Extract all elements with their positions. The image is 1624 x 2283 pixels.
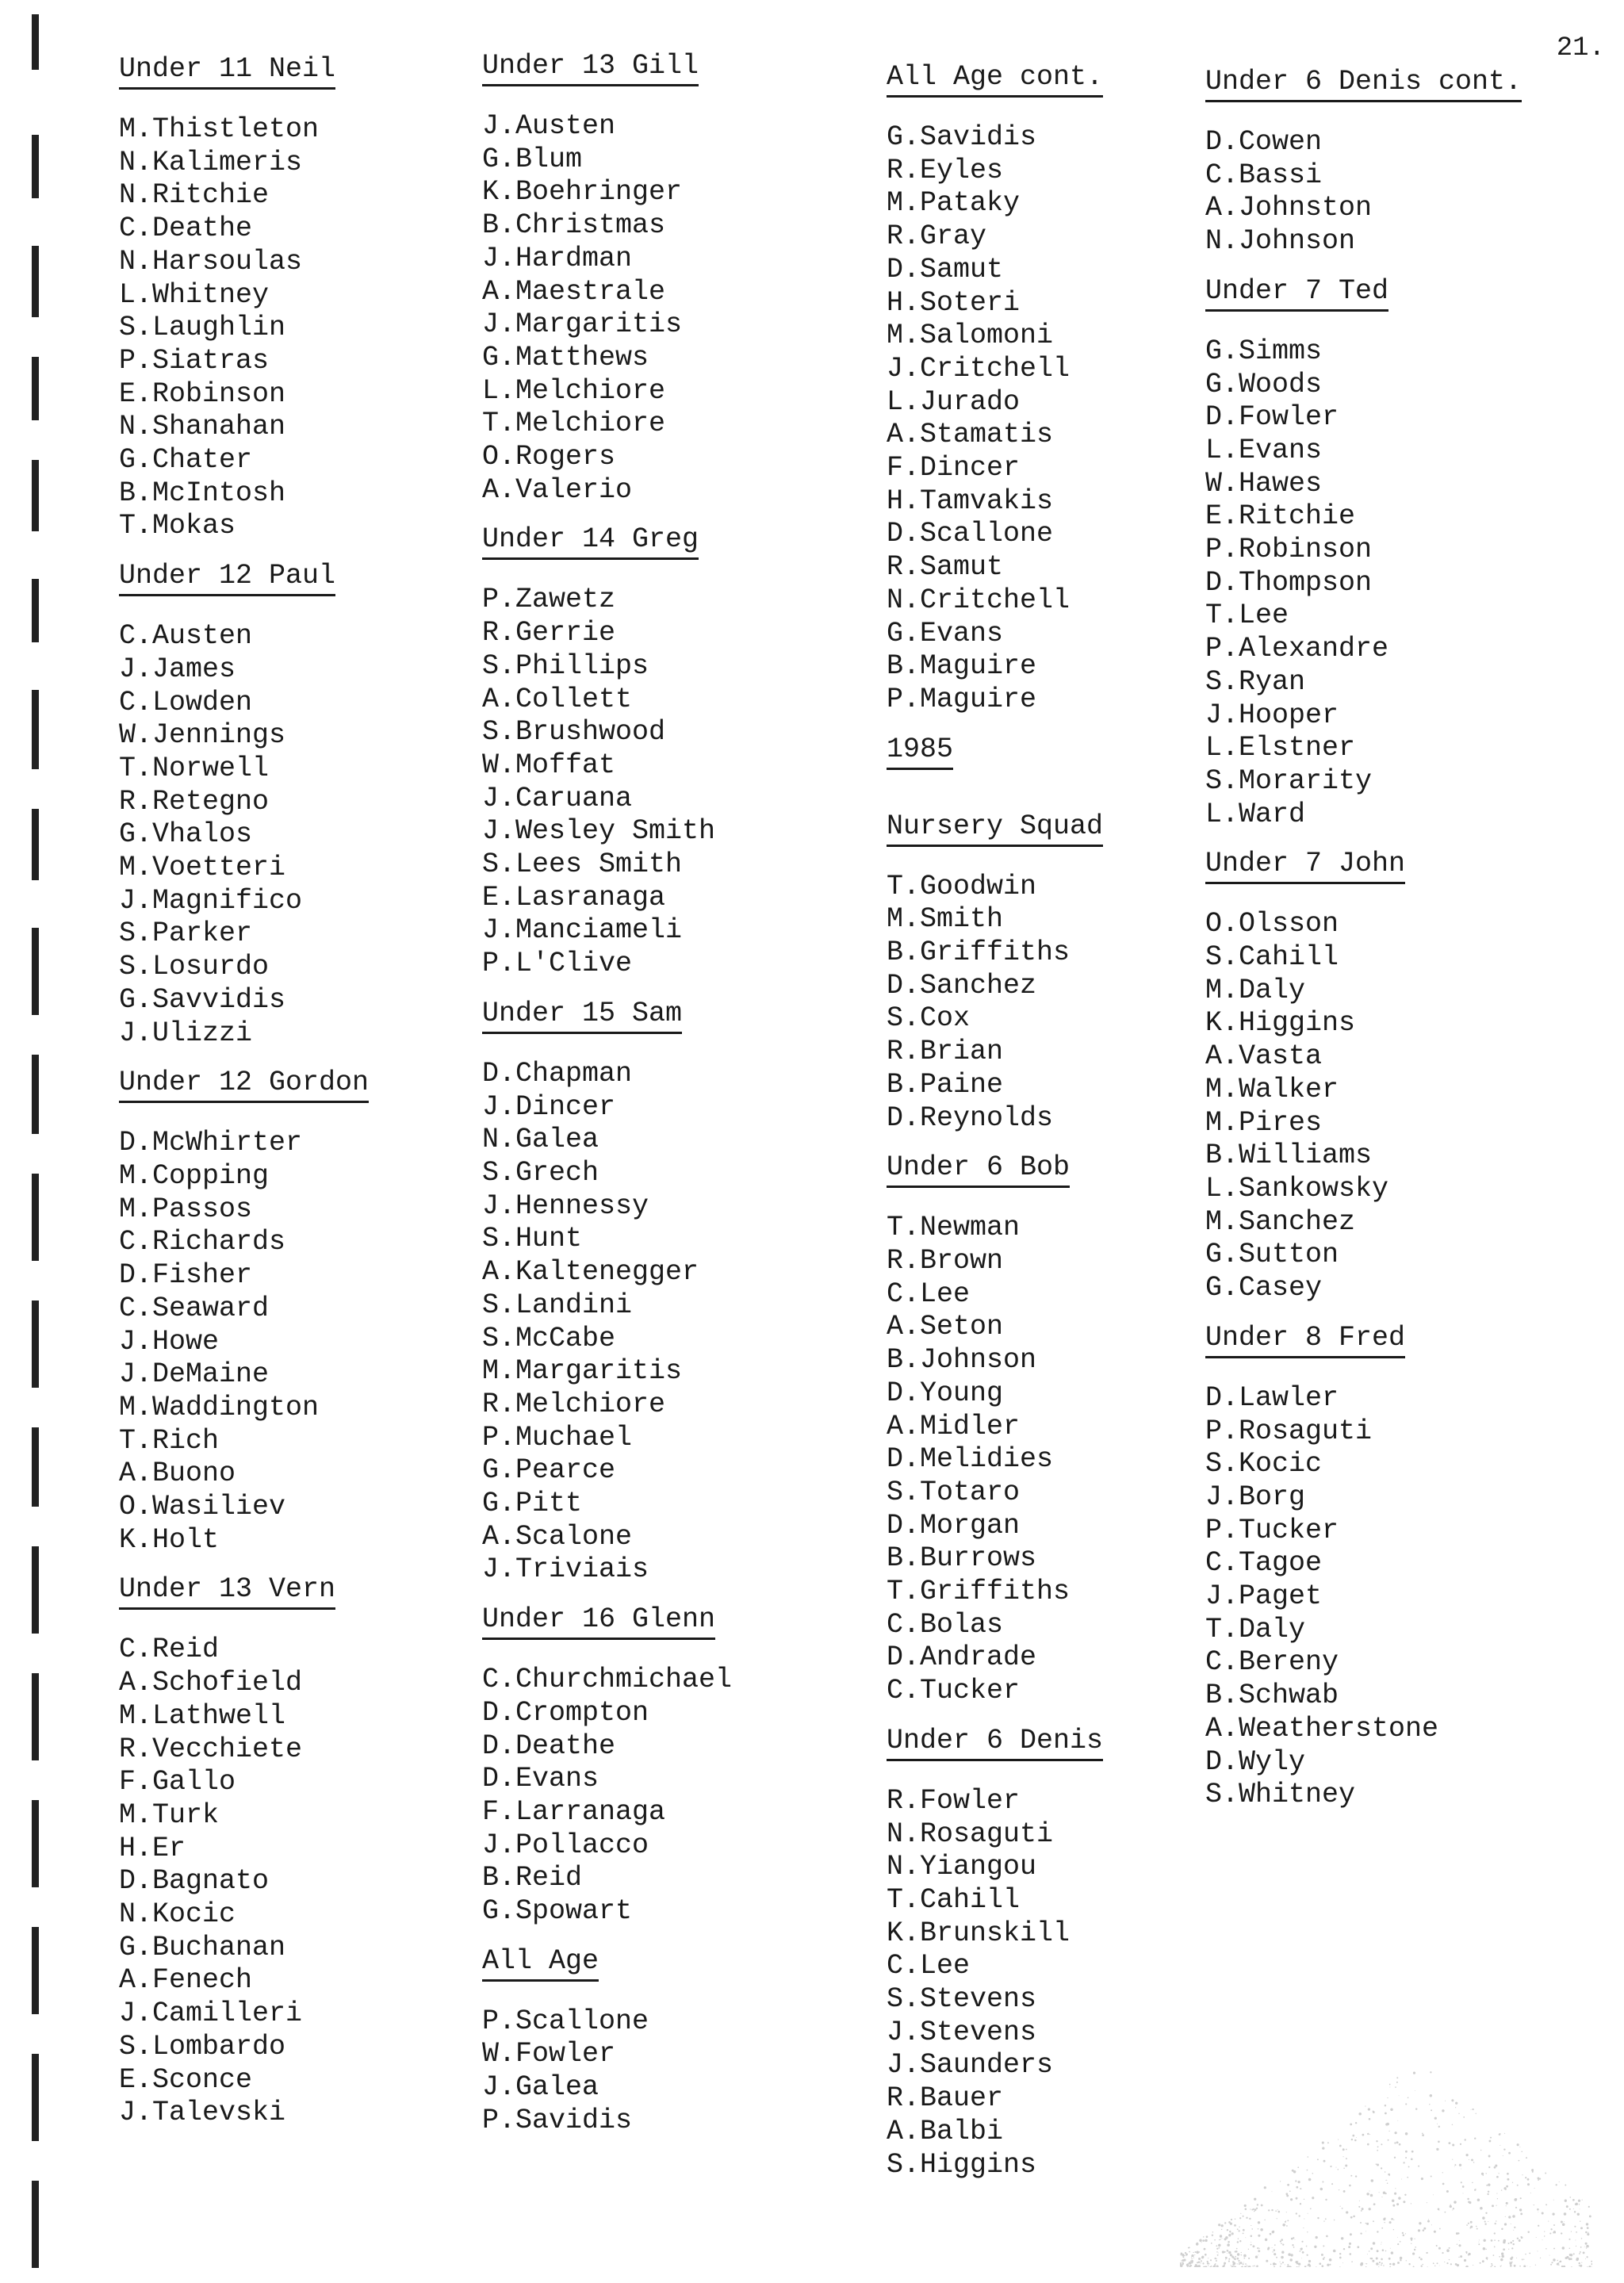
player-name: A.Scalone <box>482 1520 633 1553</box>
team-group <box>887 1151 1103 1708</box>
player-name: N.Rosaguti <box>887 1818 1054 1850</box>
player-name: P.Tucker <box>1205 1514 1339 1546</box>
player-list <box>1205 126 1522 259</box>
team-heading: Under 7 John <box>1205 847 1405 884</box>
player-list <box>482 2005 732 2138</box>
team-group <box>482 523 732 980</box>
player-name: E.Ritchie <box>1205 500 1356 533</box>
player-name: J.Pollacco <box>482 1829 649 1861</box>
player-name: S.Cox <box>887 1002 971 1035</box>
player-name: E.Lasranaga <box>482 881 666 914</box>
edge-mark <box>32 1427 39 1507</box>
player-name: C.Lowden <box>119 686 253 718</box>
player-name: A.Schofield <box>119 1667 303 1699</box>
player-name: S.Landini <box>482 1289 633 1321</box>
player-name: J.Hennessy <box>482 1189 649 1222</box>
player-name: M.Margaritis <box>482 1355 683 1388</box>
player-name: P.Robinson <box>1205 534 1373 566</box>
player-name: H.Soteri <box>887 286 1021 319</box>
player-name: R.Brian <box>887 1036 1004 1068</box>
player-name: C.Reid <box>119 1634 220 1666</box>
edge-mark <box>32 1055 39 1134</box>
player-name: T.Norwell <box>119 752 270 784</box>
player-name: D.Cowen <box>1205 126 1323 158</box>
player-list <box>482 584 732 980</box>
player-name: L.Melchiore <box>482 374 666 407</box>
team-heading: Under 14 Greg <box>482 523 699 560</box>
team-group <box>887 1724 1103 2181</box>
roster-column-4 <box>1205 65 1522 1828</box>
player-list <box>1205 1382 1522 1812</box>
player-name: A.Vasta <box>1205 1040 1323 1073</box>
player-name: J.Borg <box>1205 1481 1306 1513</box>
player-name: A.Weatherstone <box>1205 1712 1439 1745</box>
player-name: J.Margaritis <box>482 308 683 341</box>
edge-mark <box>32 1300 39 1388</box>
team-heading: Under 12 Gordon <box>119 1066 369 1103</box>
player-name: D.Chapman <box>482 1057 633 1090</box>
player-name: R.Eyles <box>887 154 1004 186</box>
player-name: S.Brushwood <box>482 716 666 749</box>
player-name: D.Young <box>887 1377 1004 1409</box>
player-name: S.Lombardo <box>119 2030 286 2063</box>
player-name: O.Wasiliev <box>119 1491 286 1523</box>
player-name: N.Kalimeris <box>119 146 303 178</box>
roster-column-1 <box>119 52 369 2146</box>
player-name: M.Pires <box>1205 1106 1323 1139</box>
player-name: C.Bolas <box>887 1608 1004 1641</box>
player-name: T.Melchiore <box>482 408 666 440</box>
player-name: W.Hawes <box>1205 467 1323 500</box>
player-name: M.Smith <box>887 903 1004 936</box>
player-name: L.Elstner <box>1205 732 1356 764</box>
edge-mark <box>32 1927 39 2014</box>
player-name: A.Fenech <box>119 1964 253 1997</box>
player-name: P.Scallone <box>482 2005 649 2037</box>
team-heading: All Age <box>482 1944 599 1982</box>
player-name: C.Lee <box>887 1277 971 1310</box>
player-name: M.Pataky <box>887 187 1021 220</box>
player-name: S.Kocic <box>1205 1448 1323 1481</box>
player-name: F.Gallo <box>119 1766 236 1798</box>
edge-mark <box>32 928 39 1015</box>
player-list <box>482 110 732 507</box>
player-name: S.Hunt <box>482 1223 583 1255</box>
player-name: R.Gerrie <box>482 617 616 649</box>
team-group <box>1205 65 1522 259</box>
team-group <box>119 1066 369 1557</box>
page-number: 21. <box>1556 33 1605 63</box>
player-name: C.Tagoe <box>1205 1547 1323 1580</box>
player-name: J.Hardman <box>482 242 633 274</box>
player-name: M.Sanchez <box>1205 1205 1356 1238</box>
team-group <box>1205 847 1522 1304</box>
player-name: C.Deathe <box>119 213 253 245</box>
player-name: D.McWhirter <box>119 1127 303 1159</box>
player-name: D.Evans <box>482 1763 599 1795</box>
team-heading: Under 8 Fred <box>1205 1321 1405 1358</box>
team-heading: Under 7 Ted <box>1205 274 1388 312</box>
roster-column-3 <box>887 60 1103 2197</box>
player-name: P.Savidis <box>482 2104 633 2136</box>
player-name: N.Critchell <box>887 584 1071 616</box>
player-name: T.Goodwin <box>887 870 1037 902</box>
player-name: D.Melidies <box>887 1443 1054 1476</box>
player-name: J.Talevski <box>119 2097 286 2129</box>
player-name: N.Ritchie <box>119 179 270 212</box>
player-name: C.Seaward <box>119 1292 270 1324</box>
player-name: J.Triviais <box>482 1553 649 1586</box>
player-name: E.Robinson <box>119 377 286 410</box>
player-name: O.Olsson <box>1205 908 1339 940</box>
player-name: S.Parker <box>119 917 253 950</box>
player-list <box>119 113 369 543</box>
team-group <box>1205 1321 1522 1812</box>
player-name: D.Fowler <box>1205 401 1339 434</box>
player-name: D.Samut <box>887 253 1004 285</box>
team-heading: Under 11 Neil <box>119 52 335 90</box>
player-name: C.Tucker <box>887 1675 1021 1707</box>
player-name: T.Daly <box>1205 1613 1306 1645</box>
team-group <box>482 1603 732 1929</box>
team-heading: Under 6 Denis cont. <box>1205 65 1522 102</box>
player-name: T.Griffiths <box>887 1576 1071 1608</box>
player-name: G.Vhalos <box>119 818 253 851</box>
player-name: C.Richards <box>119 1226 286 1258</box>
player-name: J.Camilleri <box>119 1998 303 2030</box>
player-name: F.Dincer <box>887 452 1021 485</box>
player-name: B.Paine <box>887 1068 1004 1101</box>
player-name: H.Tamvakis <box>887 485 1054 517</box>
player-name: L.Whitney <box>119 278 270 311</box>
team-heading: All Age cont. <box>887 60 1103 98</box>
player-name: A.Johnston <box>1205 192 1373 224</box>
player-name: N.Kocic <box>119 1898 236 1931</box>
edge-mark <box>32 579 39 642</box>
player-name: D.Bagnato <box>119 1865 270 1898</box>
player-name: P.Zawetz <box>482 584 616 616</box>
player-name: A.Valerio <box>482 473 633 506</box>
player-name: N.Yiangou <box>887 1851 1037 1883</box>
player-name: S.Laughlin <box>119 312 286 344</box>
player-name: D.Deathe <box>482 1729 616 1762</box>
edge-mark <box>32 1546 39 1634</box>
player-name: B.Burrows <box>887 1542 1037 1575</box>
player-name: G.Spowart <box>482 1895 633 1928</box>
team-group <box>482 997 732 1587</box>
player-name: A.Buono <box>119 1458 236 1490</box>
player-name: D.Fisher <box>119 1259 253 1292</box>
player-name: R.Vecchiete <box>119 1733 303 1765</box>
player-name: J.Saunders <box>887 2049 1054 2082</box>
edge-mark <box>32 809 39 880</box>
player-name: G.Sutton <box>1205 1239 1339 1271</box>
player-name: S.Stevens <box>887 1983 1037 2016</box>
edge-mark <box>32 246 39 317</box>
player-name: D.Scallone <box>887 518 1054 550</box>
team-heading: Under 12 Paul <box>119 559 335 596</box>
player-name: H.Er <box>119 1832 186 1864</box>
player-name: D.Andrade <box>887 1641 1037 1674</box>
player-name: J.Caruana <box>482 782 633 814</box>
player-name: K.Boehringer <box>482 176 683 209</box>
player-name: G.Pitt <box>482 1488 583 1520</box>
player-list <box>1205 335 1522 832</box>
player-name: T.Mokas <box>119 510 236 542</box>
player-name: K.Brunskill <box>887 1917 1071 1949</box>
player-name: C.Austen <box>119 620 253 653</box>
team-group <box>482 49 732 507</box>
team-group <box>119 559 369 1050</box>
player-name: S.Totaro <box>887 1476 1021 1508</box>
player-name: D.Reynolds <box>887 1101 1054 1134</box>
player-name: B.Christmas <box>482 209 666 242</box>
player-list <box>482 1664 732 1929</box>
player-name: B.Schwab <box>1205 1680 1339 1712</box>
team-heading: 1985 <box>887 733 953 770</box>
player-name: J.Wesley Smith <box>482 815 716 848</box>
player-name: D.Thompson <box>1205 566 1373 599</box>
player-name: G.Simms <box>1205 335 1323 367</box>
player-name: N.Galea <box>482 1124 599 1156</box>
player-name: J.Galea <box>482 2071 599 2104</box>
player-name: G.Savidis <box>887 121 1037 153</box>
player-list <box>1205 908 1522 1304</box>
edge-mark <box>32 2054 39 2141</box>
player-list <box>119 1634 369 2130</box>
player-name: T.Cahill <box>887 1883 1021 1916</box>
edge-mark <box>32 135 39 198</box>
player-list <box>887 1212 1103 1708</box>
player-name: N.Johnson <box>1205 225 1356 258</box>
player-name: C.Bereny <box>1205 1646 1339 1679</box>
player-name: R.Samut <box>887 551 1004 584</box>
player-name: O.Rogers <box>482 441 616 473</box>
player-name: M.Voetteri <box>119 852 286 884</box>
player-name: R.Brown <box>887 1244 1004 1277</box>
player-name: N.Harsoulas <box>119 245 303 278</box>
player-name: R.Melchiore <box>482 1388 666 1420</box>
player-name: D.Wyly <box>1205 1745 1306 1778</box>
player-name: G.Casey <box>1205 1272 1323 1304</box>
team-heading: Nursery Squad <box>887 810 1103 847</box>
player-name: W.Fowler <box>482 2038 616 2070</box>
player-name: S.Lees Smith <box>482 848 683 881</box>
player-name: P.Muchael <box>482 1421 633 1454</box>
edge-mark <box>32 1800 39 1887</box>
player-name: L.Sankowsky <box>1205 1172 1389 1205</box>
roster-column-2 <box>482 49 732 2154</box>
team-group <box>119 52 369 543</box>
player-name: J.Magnifico <box>119 884 303 917</box>
player-name: G.Savvidis <box>119 983 286 1016</box>
team-group <box>482 1944 732 2138</box>
edge-mark <box>32 690 39 769</box>
player-name: M.Thistleton <box>119 113 320 145</box>
player-name: C.Churchmichael <box>482 1664 733 1696</box>
player-name: S.Phillips <box>482 649 649 682</box>
edge-mark <box>32 357 39 420</box>
team-group <box>887 733 1103 794</box>
player-name: C.Lee <box>887 1950 971 1982</box>
player-name: J.Dincer <box>482 1090 616 1123</box>
player-name: M.Waddington <box>119 1391 320 1423</box>
player-name: J.Stevens <box>887 2016 1037 2048</box>
player-name: K.Holt <box>119 1523 220 1556</box>
player-name: L.Jurado <box>887 385 1021 418</box>
player-list <box>887 1785 1103 2181</box>
player-name: G.Woods <box>1205 368 1323 400</box>
player-name: G.Buchanan <box>119 1931 286 1963</box>
player-name: F.Larranaga <box>482 1795 666 1828</box>
player-name: S.Losurdo <box>119 951 270 983</box>
team-group <box>1205 274 1522 832</box>
player-name: S.Cahill <box>1205 941 1339 974</box>
player-name: R.Fowler <box>887 1784 1021 1817</box>
player-name: S.Grech <box>482 1156 599 1189</box>
player-name: A.Midler <box>887 1410 1021 1442</box>
edge-mark <box>32 2181 39 2268</box>
player-name: A.Seton <box>887 1311 1004 1343</box>
player-name: J.DeMaine <box>119 1358 270 1391</box>
player-name: N.Shanahan <box>119 411 286 443</box>
player-name: J.Manciameli <box>482 914 683 947</box>
scan-speckle <box>1180 2061 1592 2267</box>
player-name: J.Howe <box>119 1325 220 1358</box>
player-name: R.Bauer <box>887 2082 1004 2115</box>
player-list <box>119 1127 369 1557</box>
player-name: B.Williams <box>1205 1140 1373 1172</box>
player-name: K.Higgins <box>1205 1007 1356 1040</box>
player-name: P.Alexandre <box>1205 633 1389 665</box>
player-list <box>887 871 1103 1136</box>
team-heading: Under 6 Bob <box>887 1151 1070 1188</box>
player-name: T.Lee <box>1205 599 1289 632</box>
player-name: S.Ryan <box>1205 665 1306 698</box>
player-name: A.Stamatis <box>887 419 1054 451</box>
edge-mark <box>32 1673 39 1760</box>
player-name: M.Copping <box>119 1159 270 1192</box>
player-name: P.Rosaguti <box>1205 1415 1373 1447</box>
team-heading: Under 13 Gill <box>482 49 699 86</box>
player-name: L.Evans <box>1205 434 1323 466</box>
player-name: G.Chater <box>119 444 253 477</box>
player-name: E.Sconce <box>119 2063 253 2096</box>
player-name: M.Passos <box>119 1193 253 1225</box>
player-name: W.Jennings <box>119 719 286 752</box>
team-heading: Under 15 Sam <box>482 997 682 1034</box>
player-name: D.Morgan <box>887 1509 1021 1542</box>
player-name: D.Sanchez <box>887 969 1037 1002</box>
player-name: P.Maguire <box>887 683 1037 715</box>
player-name: S.Higgins <box>887 2148 1037 2181</box>
player-name: J.Hooper <box>1205 699 1339 731</box>
player-name: T.Newman <box>887 1212 1021 1244</box>
player-name: P.L'Clive <box>482 948 633 980</box>
player-name: A.Collett <box>482 683 633 715</box>
player-name: G.Matthews <box>482 341 649 373</box>
player-name: R.Retegno <box>119 785 270 818</box>
player-name: S.Morarity <box>1205 764 1373 797</box>
player-name: D.Lawler <box>1205 1381 1339 1414</box>
edge-mark <box>32 1174 39 1261</box>
player-name: J.Critchell <box>887 352 1071 385</box>
player-name: M.Walker <box>1205 1073 1339 1105</box>
player-name: J.Austen <box>482 110 616 142</box>
player-name: R.Gray <box>887 220 987 253</box>
player-name: G.Blum <box>482 143 583 175</box>
player-name: J.James <box>119 653 236 685</box>
player-name: B.Reid <box>482 1862 583 1894</box>
player-list <box>887 121 1103 717</box>
team-heading: Under 6 Denis <box>887 1724 1103 1761</box>
team-group <box>887 810 1103 1136</box>
player-name: A.Balbi <box>887 2115 1004 2147</box>
player-list <box>119 620 369 1050</box>
player-name: S.Whitney <box>1205 1779 1356 1811</box>
edge-mark <box>32 460 39 531</box>
player-list <box>482 1058 732 1587</box>
player-name: M.Salomoni <box>887 320 1054 352</box>
player-name: B.McIntosh <box>119 477 286 509</box>
player-name: P.Siatras <box>119 344 270 377</box>
team-heading: Under 16 Glenn <box>482 1603 715 1640</box>
team-heading: Under 13 Vern <box>119 1572 335 1610</box>
edge-mark <box>32 14 39 70</box>
player-name: G.Evans <box>887 617 1004 649</box>
player-name: L.Ward <box>1205 798 1306 830</box>
player-name: S.McCabe <box>482 1322 616 1354</box>
player-name: T.Rich <box>119 1424 220 1457</box>
player-name: G.Pearce <box>482 1454 616 1487</box>
team-group <box>119 1572 369 2130</box>
player-name: B.Johnson <box>887 1344 1037 1377</box>
player-name: M.Turk <box>119 1798 220 1831</box>
player-name: C.Bassi <box>1205 159 1323 191</box>
player-name: A.Kaltenegger <box>482 1256 699 1289</box>
player-name: M.Lathwell <box>119 1699 286 1732</box>
player-name: J.Ulizzi <box>119 1017 253 1049</box>
player-name: J.Paget <box>1205 1580 1323 1613</box>
player-name: W.Moffat <box>482 749 616 781</box>
player-name: M.Daly <box>1205 974 1306 1006</box>
team-group <box>887 60 1103 717</box>
player-name: D.Crompton <box>482 1696 649 1729</box>
player-name: B.Maguire <box>887 650 1037 683</box>
player-name: B.Griffiths <box>887 937 1071 969</box>
player-name: A.Maestrale <box>482 275 666 308</box>
